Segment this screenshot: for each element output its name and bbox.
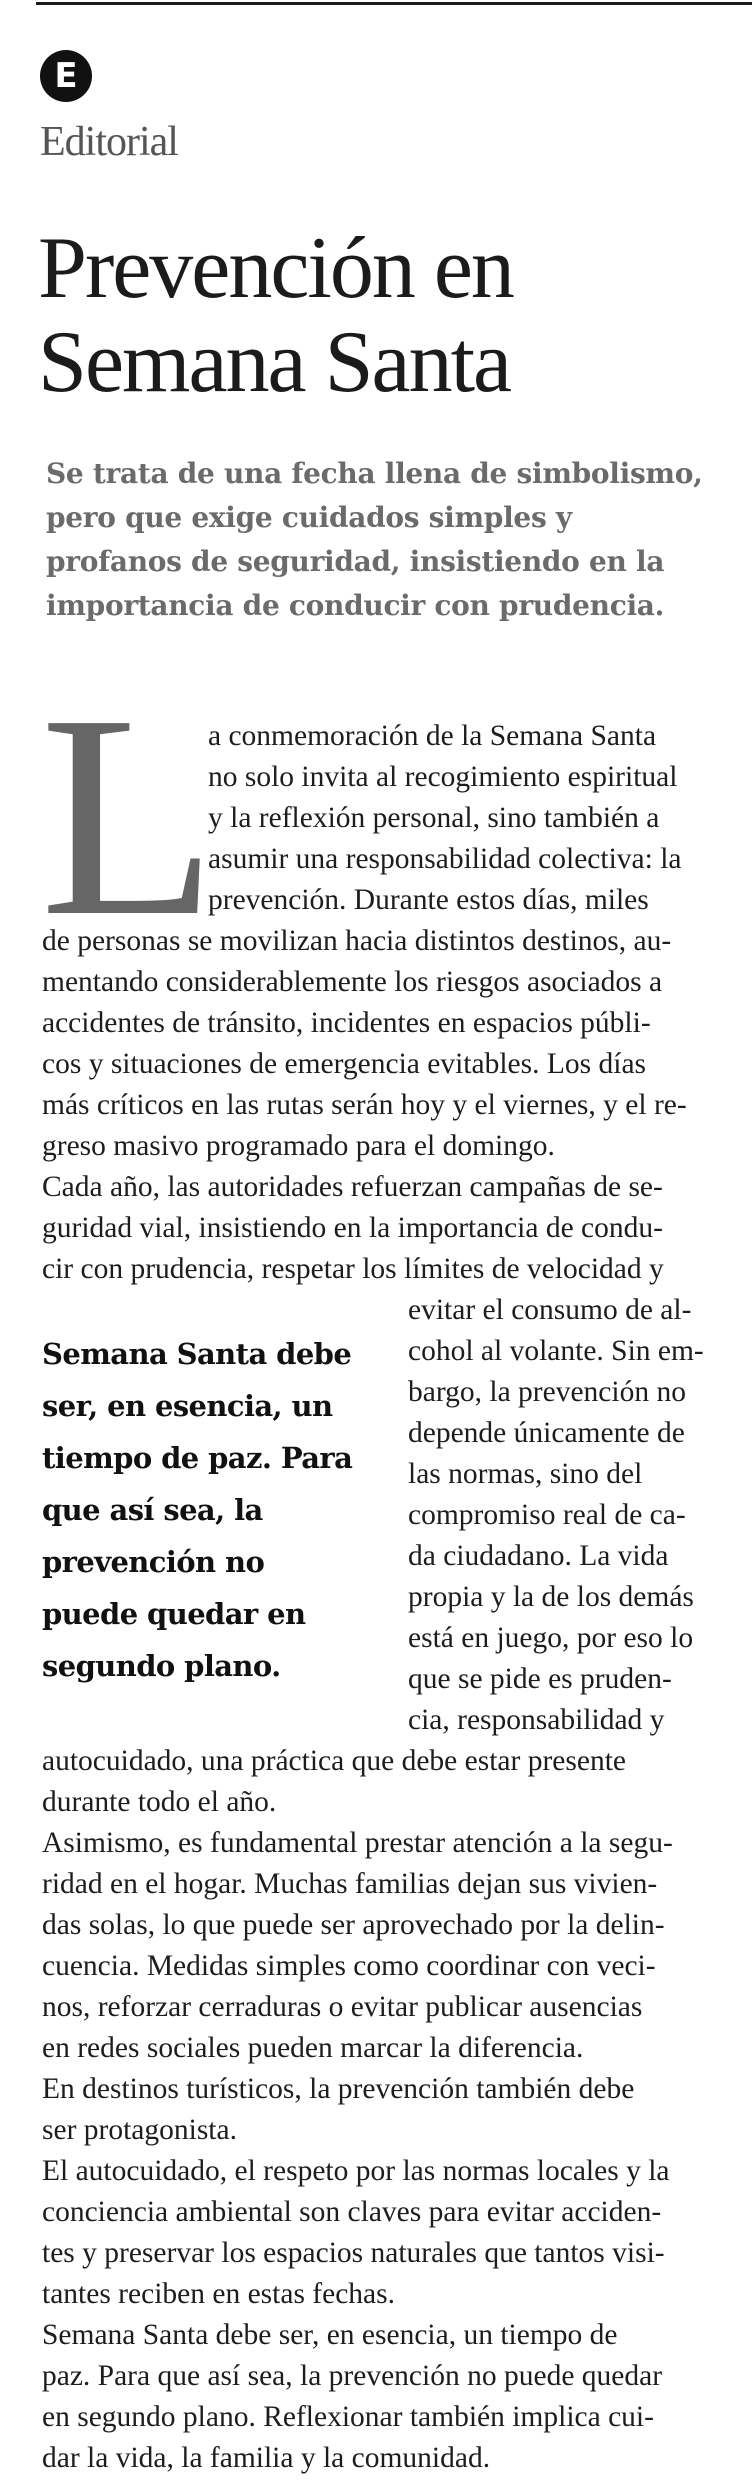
body-line: y la reflexión personal, sino también a	[208, 802, 660, 834]
body-line: en segundo plano. Reflexionar también implica cui-	[42, 2401, 654, 2433]
section-label: Editorial	[40, 119, 178, 165]
body-line: mentando considerablemente los riesgos asociados a	[42, 966, 663, 998]
pull-quote-line: puede quedar en	[42, 1597, 306, 1631]
body-line: En destinos turísticos, la prevención también debe	[42, 2073, 635, 2105]
body-line: ridad en el hogar. Muchas familias dejan sus vivien-	[42, 1868, 658, 1900]
body-line: tantes reciben en estas fechas.	[42, 2278, 396, 2310]
body-line: El autocuidado, el respeto por las normas locales y la	[42, 2155, 670, 2187]
pull-quote	[42, 1328, 362, 1692]
body-line: a conmemoración de la Semana Santa	[208, 720, 657, 752]
body-line: tes y preservar los espacios naturales que tantos visi-	[42, 2237, 665, 2269]
body-line: de personas se movilizan hacia distintos destinos, au-	[42, 925, 672, 957]
body-line: cohol al volante. Sin em-	[408, 1335, 704, 1367]
body-line: cuencia. Medidas simples como coordinar con veci-	[42, 1950, 656, 1982]
body-line: no solo invita al recogimiento espiritual	[208, 761, 678, 793]
dek-line: Se trata de una fecha llena de simbolismo,	[46, 457, 703, 490]
dek-line: profanos de seguridad, insistiendo en la	[46, 545, 665, 578]
pull-quote-line: que así sea, la	[42, 1493, 263, 1527]
paragraph-2	[42, 1741, 718, 2479]
body-line: compromiso real de ca-	[408, 1499, 686, 1531]
body-line: más críticos en las rutas serán hoy y el viernes, y el re-	[42, 1089, 687, 1121]
body-line: durante todo el año.	[42, 1786, 277, 1818]
body-line: bargo, la prevención no	[408, 1376, 686, 1408]
body-line: Cada año, las autoridades refuerzan campañas de se-	[42, 1171, 663, 1203]
body-line: propia y la de los demás	[408, 1581, 694, 1613]
headline	[38, 222, 728, 410]
body-line: greso masivo programado para el domingo.	[42, 1130, 555, 1162]
body-line: nos, reforzar cerraduras o evitar publicar ausencias	[42, 1991, 643, 2023]
body-line: guridad vial, insistiendo en la importancia de condu-	[42, 1212, 663, 1244]
body-line: depende únicamente de	[408, 1417, 685, 1449]
drop-cap: L	[40, 655, 218, 976]
dek-line: pero que exige cuidados simples y	[46, 501, 572, 534]
intro-text	[208, 716, 728, 921]
body-line: da ciudadano. La vida	[408, 1540, 669, 1572]
body-line: que se pide es pruden-	[408, 1663, 672, 1695]
body-line: dar la vida, la familia y la comunidad.	[42, 2442, 491, 2474]
body-line: las normas, sino del	[408, 1458, 643, 1490]
dek	[46, 452, 726, 628]
paragraph-1	[42, 921, 718, 1290]
pull-quote-line: prevención no	[42, 1545, 265, 1579]
body-line: asumir una responsabilidad colectiva: la	[208, 843, 682, 875]
body-line: accidentes de tránsito, incidentes en espacios públi-	[42, 1007, 651, 1039]
top-rule	[36, 2, 752, 5]
body-line: Asimismo, es fundamental prestar atención a la segu-	[42, 1827, 673, 1859]
side-column	[408, 1290, 728, 1741]
headline-line: Prevención en	[38, 220, 513, 317]
body-line: cia, responsabilidad y	[408, 1704, 665, 1736]
headline-line: Semana Santa	[38, 314, 511, 411]
dek-line: importancia de conducir con prudencia.	[46, 589, 665, 622]
body-line: autocuidado, una práctica que debe estar presente	[42, 1745, 626, 1777]
editorial-badge: E	[40, 50, 92, 102]
body-line: está en juego, por eso lo	[408, 1622, 694, 1654]
body-line: evitar el consumo de al-	[408, 1294, 692, 1326]
body-line: en redes sociales pueden marcar la diferencia.	[42, 2032, 584, 2064]
pull-quote-line: tiempo de paz. Para	[42, 1441, 353, 1475]
body-line: ser protagonista.	[42, 2114, 237, 2146]
body-line: cir con prudencia, respetar los límites de velocidad y	[42, 1253, 664, 1285]
body-line: cos y situaciones de emergencia evitables. Los días	[42, 1048, 647, 1080]
pull-quote-line: ser, en esencia, un	[42, 1389, 333, 1423]
body-line: paz. Para que así sea, la prevención no puede quedar	[42, 2360, 663, 2392]
pull-quote-line: Semana Santa debe	[42, 1337, 352, 1371]
body-line: das solas, lo que puede ser aprovechado por la delin-	[42, 1909, 665, 1941]
body-line: Semana Santa debe ser, en esencia, un tiempo de	[42, 2319, 618, 2351]
pull-quote-line: segundo plano.	[42, 1649, 281, 1683]
body-line: conciencia ambiental son claves para evitar acciden-	[42, 2196, 662, 2228]
body-line: prevención. Durante estos días, miles	[208, 884, 649, 916]
